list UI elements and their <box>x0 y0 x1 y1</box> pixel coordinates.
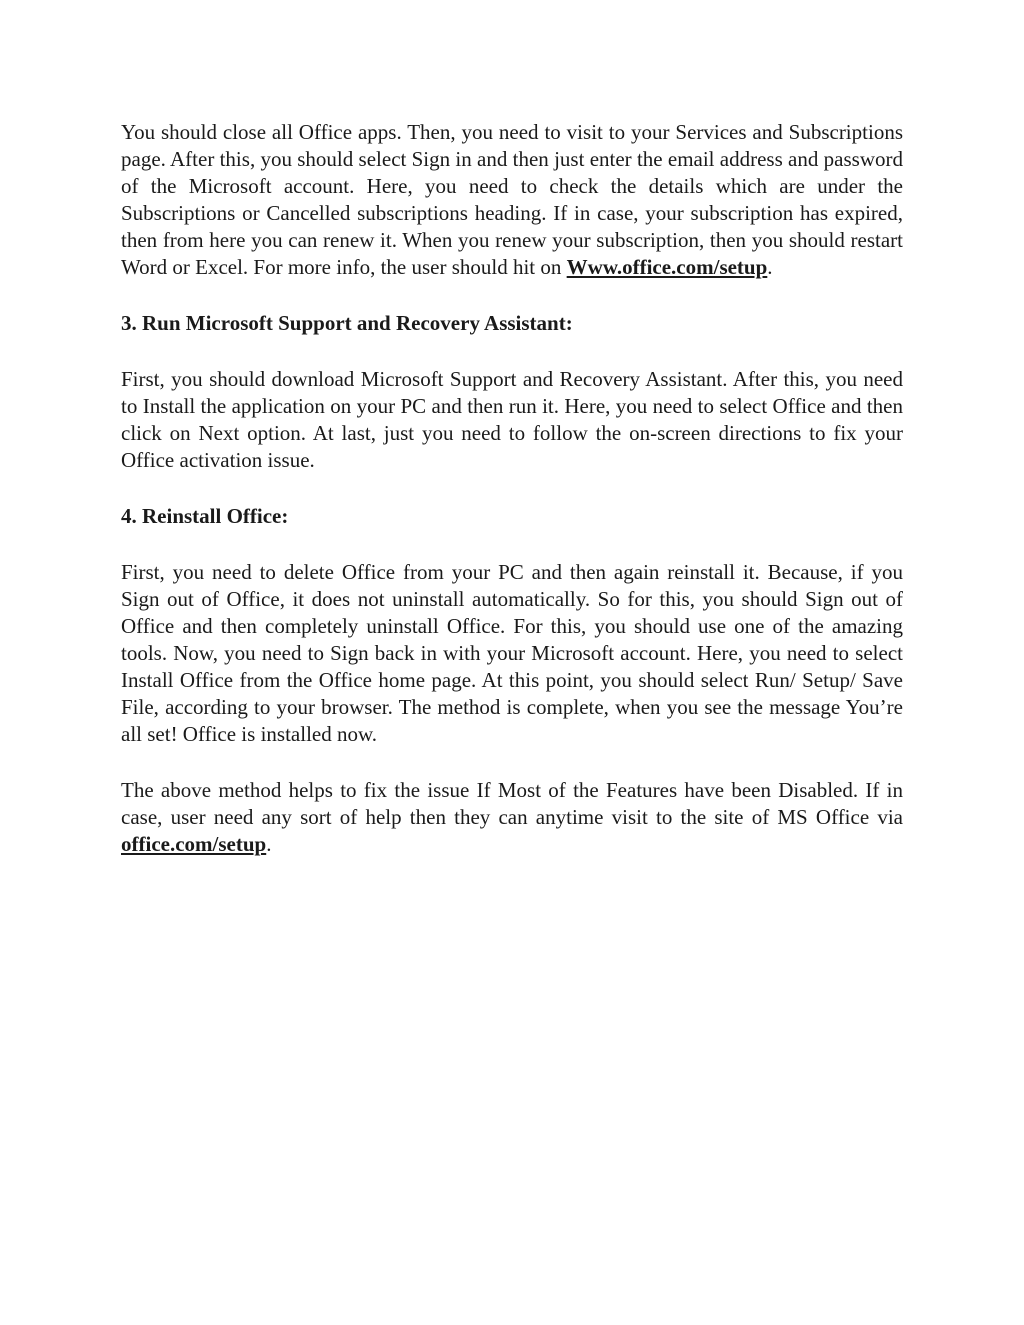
paragraph-text-end: . <box>767 255 773 279</box>
section-heading-run-assistant: 3. Run Microsoft Support and Recovery Assistant: <box>121 311 573 335</box>
section-heading-reinstall: 4. Reinstall Office: <box>121 504 289 528</box>
closing-text: The above method helps to fix the issue If Most of the Features have been Disabled. If in case, user need any sort of help then they can anytime visit to the site of MS Office via <box>121 778 903 829</box>
document-page <box>121 119 903 887</box>
paragraph-run-assistant: First, you should download Microsoft Support and Recovery Assistant. After this, you need to Install the application on your PC and then run it. Here, you need to select Office and then click on Next option. At last, just you need to follow the on-screen directions to fix your Office activation issue. <box>121 367 903 472</box>
paragraph-closing <box>121 777 903 858</box>
office-setup-link-closing[interactable]: office.com/setup <box>121 832 267 856</box>
office-setup-link[interactable]: Www.office.com/setup <box>566 255 768 279</box>
closing-text-end: . <box>266 832 272 856</box>
paragraph-text: You should close all Office apps. Then, you need to visit to your Services and Subscriptions page. After this, you should select Sign in and then just enter the email address and password of the Microsoft account. Here, you need to check the details which are under the Subscriptions or Cancelled subscriptions heading. If in case, your subscription has expired, then from here you can renew it. When you renew your subscription, then you should restart Word or Excel. For more info, the user should hit on <box>121 120 903 279</box>
paragraph-subscriptions <box>121 119 903 281</box>
paragraph-reinstall: First, you need to delete Office from your PC and then again reinstall it. Because, if you Sign out of Office, it does not uninstall automatically. So for this, you should Sign out of Office and then completely uninstall Office. For this, you should use one of the amazing tools. Now, you need to Sign back in with your Microsoft account. Here, you need to select Install Office from the Office home page. At this point, you should select Run/ Setup/ Save File, according to your browser. The method is complete, when you see the message You’re all set! Office is installed now. <box>121 560 903 746</box>
